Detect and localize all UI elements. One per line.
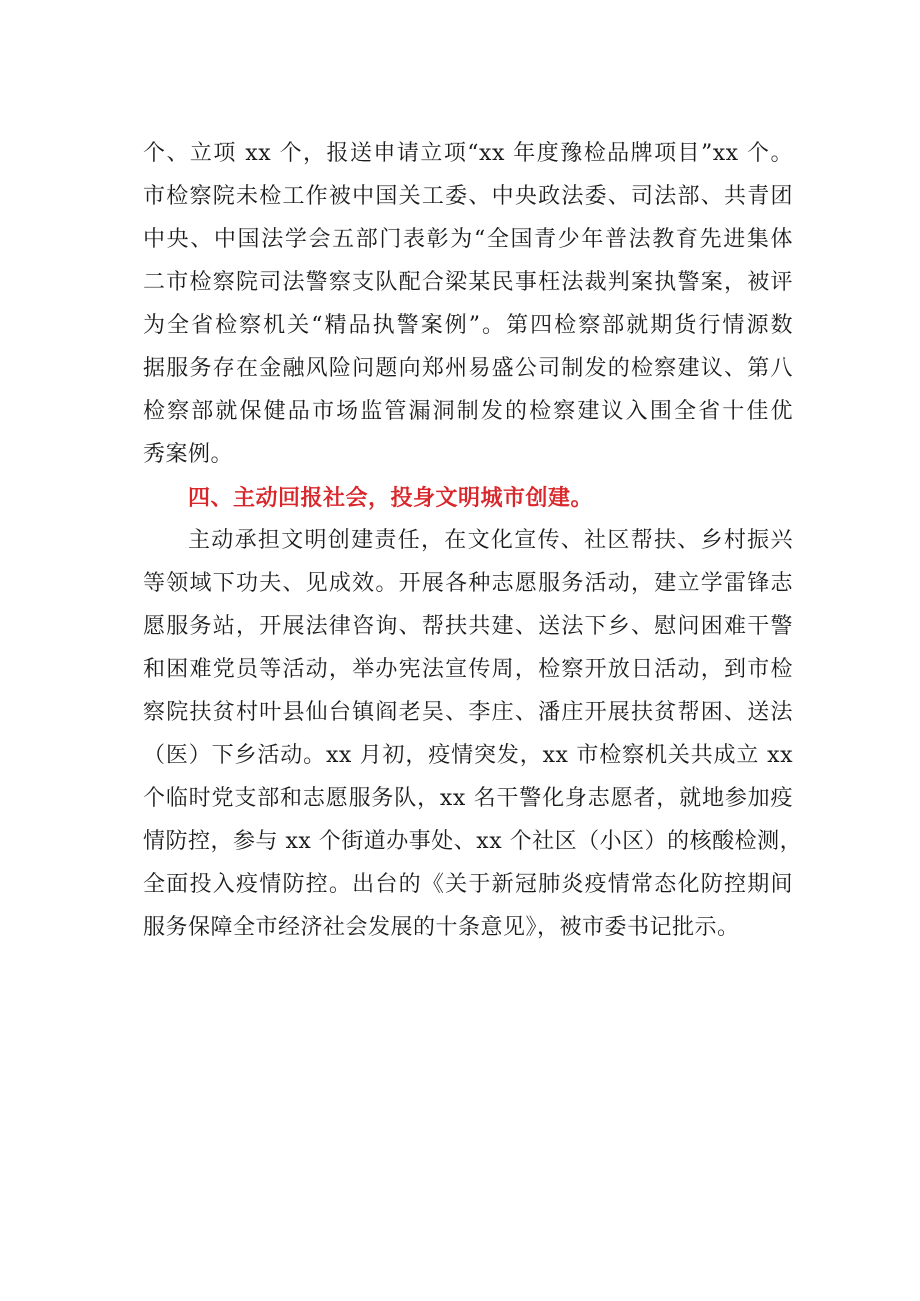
- text-line: 全面投入疫情防控。出台的《关于新冠肺炎疫情常态化防控期间: [143, 872, 793, 897]
- text-line: 情防控，参与 xx 个街道办事处、xx 个社区（小区）的核酸检测，: [143, 829, 803, 854]
- text-line: 中央、中国法学会五部门表彰为“全国青少年普法教育先进集体: [143, 227, 793, 252]
- text-line: 等领域下功夫、见成效。开展各种志愿服务活动，建立学雷锋志: [143, 571, 793, 596]
- section-heading: 四、主动回报社会，投身文明城市创建。: [188, 486, 594, 511]
- text-line: 主动承担文明创建责任，在文化宣传、社区帮扶、乡村振兴: [188, 528, 793, 553]
- text-line: 据服务存在金融风险问题向郑州易盛公司制发的检察建议、第八: [143, 356, 793, 381]
- text-line: 个、立项 xx 个，报送申请立项“xx 年度豫检品牌项目”xx 个。: [143, 141, 793, 166]
- text-line: 为全省检察机关“精品执警案例”。第四检察部就期货行情源数: [143, 313, 793, 338]
- text-line: 秀案例。: [143, 442, 234, 467]
- text-line: 个临时党支部和志愿服务队，xx 名干警化身志愿者，就地参加疫: [143, 786, 793, 811]
- text-line: 和困难党员等活动，举办宪法宣传周，检察开放日活动，到市检: [143, 657, 793, 682]
- text-line: 市检察院未检工作被中国关工委、中央政法委、司法部、共青团: [143, 184, 793, 209]
- text-line: （医）下乡活动。xx 月初，疫情突发，xx 市检察机关共成立 xx: [143, 743, 793, 768]
- text-line: 愿服务站，开展法律咨询、帮扶共建、送法下乡、慰问困难干警: [143, 614, 793, 639]
- text-line: 服务保障全市经济社会发展的十条意见》，被市委书记批示。: [143, 915, 740, 940]
- text-line: 二市检察院司法警察支队配合梁某民事枉法裁判案执警案，被评: [143, 270, 793, 295]
- text-line: 检察部就保健品市场监管漏洞制发的检察建议入围全省十佳优: [143, 399, 793, 424]
- text-line: 察院扶贫村叶县仙台镇阎老吴、李庄、潘庄开展扶贫帮困、送法: [143, 700, 793, 725]
